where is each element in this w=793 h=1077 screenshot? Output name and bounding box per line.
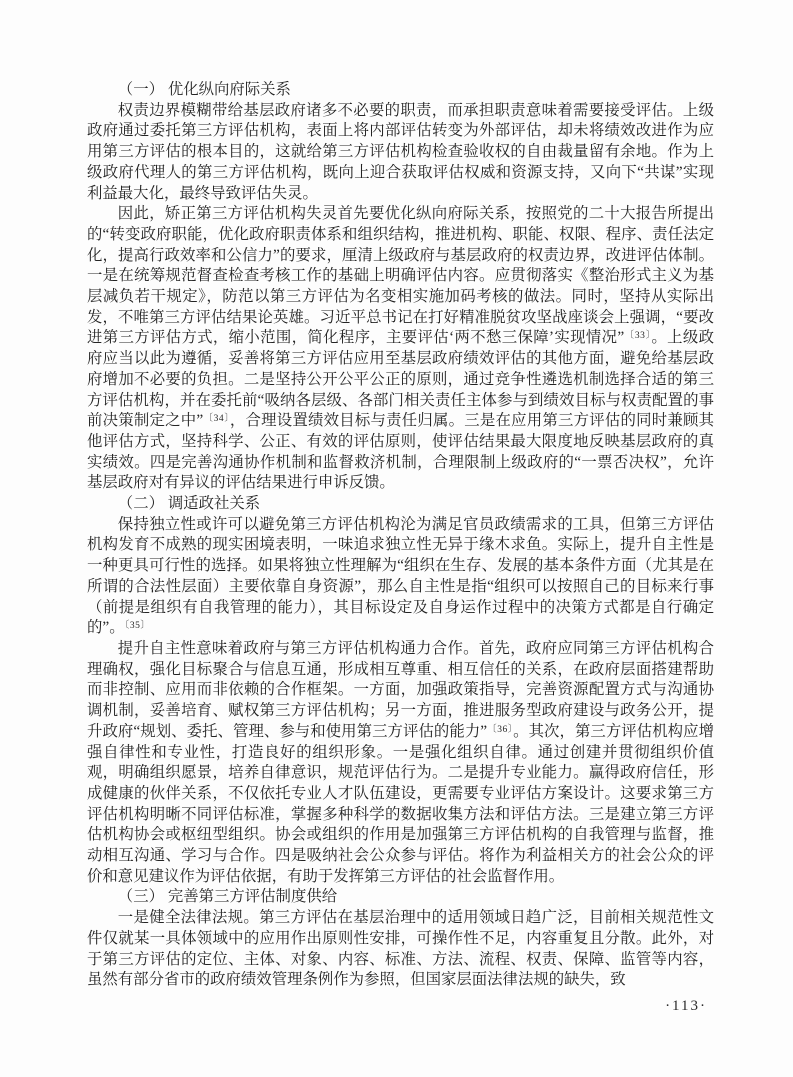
paragraph <box>87 101 714 205</box>
paragraph <box>87 204 714 494</box>
paragraph <box>87 639 714 887</box>
section-heading: （三） 完善第三方评估制度供给 <box>117 888 338 906</box>
footnote-ref: 〔34〕 <box>203 414 230 425</box>
paragraph <box>87 908 714 991</box>
footnote-ref: 〔35〕 <box>124 621 151 632</box>
footnote-ref: 〔33〕 <box>624 331 652 342</box>
footnote-ref: 〔36〕 <box>487 724 514 735</box>
section-heading: （二） 调适政社关系 <box>117 495 261 513</box>
paragraph-text: 因此，矫正第三方评估机构失灵首先要优化纵向府际关系，按照党的二十大报告所提出的“转变政府职能，优化政府职责体系和组织结构，推进机构、职能、权限、程序、责任法定化，提高行政效率和公信力”的要求，厘清上级政府与基层政府的权责边界，改进评估体制。一是在统筹规范督查检查考核工作的基础上明确评估内容。应贯彻落实《整治形式主义为基层减负若干规定》，防范以第三方评估为名变相实施加码考核的做法。同时，坚持从实际出发，不唯第三方评估结果论英雄。习近平总书记在打好精准脱贫攻坚战座谈会上强调，“要改进第三方评估方式，缩小范围，简化程序，主要评估‘两不愁三保障’实现情况” <box>87 205 714 347</box>
section-heading: （一） 优化纵向府际关系 <box>117 81 291 98</box>
document-content <box>87 80 714 991</box>
page-number: ·113· <box>665 998 707 1014</box>
paragraph-text: ，合理设置绩效目标与责任归属。三是在应用第三方评估的同时兼顾其他评估方式，坚持科学、公正、有效的评估原则，使评估结果最大限度地反映基层政府的真实绩效。四是完善沟通协作机制和监督救济机制，合理限制上级政府的“一票否决权”，允许基层政府对有异议的评估结果进行申诉反馈。 <box>87 412 714 492</box>
paragraph-text: 。上级政府应当以此为遵循，妥善将第三方评估应用至基层政府绩效评估的其他方面，避免给基层政府增加不必要的负担。二是坚持公开公平公正的原则，通过竞争性遴选机制选择合适的第三方评估机构，并在委托前“吸纳各层级、各部门相关责任主体参与到绩效目标与权责配置的事前决策制定之中” <box>87 329 714 430</box>
paragraph-text: 。其次，第三方评估机构应增强自律性和专业性，打造良好的组织形象。一是强化组织自律。通过创建并贯彻组织价值观，明确组织愿景，培养自律意识，规范评估行为。二是提升专业能力。赢得政府信任，形成健康的伙伴关系，不仅依托专业人才队伍建设，更需要专业评估方案设计。这要求第三方评估机构明晰不同评估标准，掌握多种科学的数据收集方法和评估方法。三是建立第三方评估机构协会或枢纽型组织。协会或组织的作用是加强第三方评估机构的自我管理与监督，推动相互沟通、学习与合作。四是吸纳社会公众参与评估。将作为利益相关方的社会公众的评价和意见建议作为评估依据，有助于发挥第三方评估的社会监督作用。 <box>87 722 714 885</box>
paragraph-text: 保持独立性或许可以避免第三方评估机构沦为满足官员政绩需求的工具，但第三方评估机构发育不成熟的现实困境表明，一味追求独立性无异于缘木求鱼。实际上，提升自主性是一种更具可行性的选择。如果将独立性理解为“组织在生存、发展的基本条件方面（尤其是在所谓的合法性层面）主要依靠自身资源”，那么自主性是指“组织可以按照自己的目标来行事（前提是组织有自我管理的能力），其目标设定及自身运作过程中的决策方式都是自行确定的”。 <box>87 515 714 637</box>
paragraph-text: 提升自主性意味着政府与第三方评估机构通力合作。首先，政府应同第三方评估机构合理确权，强化目标聚合与信息互通，形成相互尊重、相互信任的关系，在政府层面搭建帮助而非控制、应用而非依赖的合作框架。一方面，加强政策指导，完善资源配置方式与沟通协调机制，妥善培育、赋权第三方评估机构；另一方面，推进服务型政府建设与政务公开，提升政府“规划、委托、管理、参与和使用第三方评估的能力” <box>87 639 714 740</box>
paragraph-text: 权责边界模糊带给基层政府诸多不必要的职责，而承担职责意味着需要接受评估。上级政府通过委托第三方评估机构，表面上将内部评估转变为外部评估，却未将绩效改进作为应用第三方评估的根本目的，这就给第三方评估机构检查验收权的自由裁量留有余地。作为上级政府代理人的第三方评估机构，既向上迎合获取评估权威和资源支持，又向下“共谋”实现利益最大化，最终导致评估失灵。 <box>87 101 714 202</box>
paragraph-text: 一是健全法律法规。第三方评估在基层治理中的适用领域日趋广泛，目前相关规范性文件仅就某一具体领域中的应用作出原则性安排，可操作性不足，内容重复且分散。此外，对于第三方评估的定位、主体、对象、内容、标准、方法、流程、权责、保障、监管等内容，虽然有部分省市的政府绩效管理条例作为参照，但国家层面法律法规的缺失，致 <box>87 909 714 989</box>
paragraph <box>87 515 714 639</box>
